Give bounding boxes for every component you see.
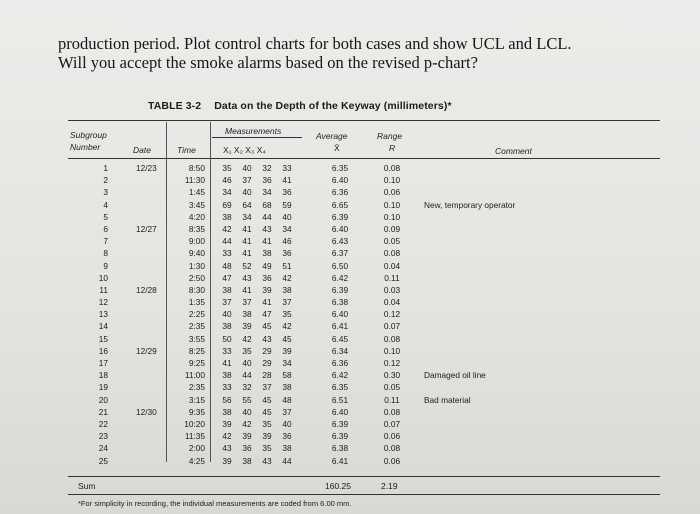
time-cell: 1:35 — [188, 297, 205, 308]
x2-cell: 40 — [242, 163, 252, 173]
comment-cell — [424, 406, 584, 418]
average-cell: 6.38 — [331, 443, 349, 454]
comment-cell — [424, 186, 584, 198]
subgroup-number-cell: 14 — [98, 321, 108, 332]
x1-cell: 50 — [222, 333, 232, 344]
x2-cell: 55 — [242, 394, 252, 405]
x4-cell: 40 — [282, 211, 292, 222]
x3-cell: 36 — [262, 175, 272, 186]
time-cell: 2:35 — [188, 321, 205, 332]
comment-cell — [424, 308, 584, 320]
intro-paragraph — [58, 34, 678, 72]
subgroup-number-cell: 13 — [98, 309, 108, 320]
x3-cell: 35 — [262, 418, 272, 429]
time-cell: 2:50 — [188, 272, 205, 283]
time-cell: 11:00 — [184, 370, 205, 381]
x1-cell: 33 — [222, 248, 232, 259]
range-cell: 0.08 — [383, 443, 401, 454]
x3-cell: 47 — [262, 309, 272, 320]
column-average — [325, 162, 355, 467]
x3-cell: 43 — [262, 333, 272, 344]
x2-cell: 41 — [242, 248, 252, 259]
comment-cell — [424, 418, 584, 430]
header-range-symbol: R — [389, 143, 396, 153]
subgroup-number-cell: 2 — [103, 175, 108, 186]
x4-cell: 37 — [282, 406, 292, 417]
x3-cell: 68 — [262, 199, 272, 210]
date-cell — [136, 174, 166, 186]
sum-label: Sum — [78, 481, 96, 491]
x3-cell: 34 — [262, 187, 272, 198]
x1-cell: 69 — [222, 199, 232, 210]
date-cell — [136, 211, 166, 223]
header-measurements: Measurements — [225, 126, 282, 136]
range-cell: 0.06 — [383, 187, 401, 198]
average-cell: 6.39 — [331, 284, 349, 295]
x4-cell: 46 — [282, 236, 292, 247]
subgroup-number-cell: 1 — [103, 163, 108, 173]
x4-cell: 35 — [282, 309, 292, 320]
x1-cell: 38 — [222, 284, 232, 295]
intro-line-2: Will you accept the smoke alarms based on the revised p-chart? — [58, 53, 478, 72]
comment-cell: New, temporary operator — [424, 199, 516, 210]
time-cell: 3:45 — [188, 199, 205, 210]
time-cell: 9:40 — [188, 248, 205, 259]
subgroup-number-cell: 19 — [98, 382, 108, 393]
x4-cell: 36 — [282, 187, 292, 198]
time-cell: 4:20 — [188, 211, 205, 222]
average-cell: 6.65 — [331, 199, 349, 210]
average-cell: 6.36 — [331, 187, 349, 198]
x3-cell: 43 — [262, 223, 272, 234]
range-cell: 0.06 — [383, 431, 401, 442]
x3-cell: 28 — [262, 370, 272, 381]
header-time: Time — [177, 145, 196, 155]
date-cell: 12/23 — [136, 163, 157, 173]
x2-cell: 41 — [242, 236, 252, 247]
header-subgroup-line1: Subgroup — [70, 130, 107, 140]
x4-cell: 37 — [282, 297, 292, 308]
table-bottom-rule — [68, 494, 660, 495]
average-cell: 6.34 — [331, 345, 349, 356]
column-date — [136, 162, 166, 467]
subgroup-number-cell: 6 — [103, 223, 108, 234]
average-cell: 6.42 — [331, 272, 349, 283]
x3-cell: 45 — [262, 321, 272, 332]
comment-cell — [424, 357, 584, 369]
comment-cell — [424, 174, 584, 186]
x3-cell: 45 — [262, 394, 272, 405]
average-cell: 6.35 — [331, 163, 349, 173]
x2-cell: 36 — [242, 443, 252, 454]
date-cell — [136, 235, 166, 247]
subgroup-number-cell: 5 — [103, 211, 108, 222]
range-cell: 0.10 — [383, 199, 401, 210]
x2-cell: 41 — [242, 284, 252, 295]
date-cell — [136, 333, 166, 345]
subgroup-number-cell: 16 — [98, 345, 108, 356]
date-cell — [136, 260, 166, 272]
date-cell — [136, 186, 166, 198]
subgroup-number-cell: 20 — [98, 394, 108, 405]
header-date: Date — [133, 145, 151, 155]
time-cell: 8:50 — [188, 163, 205, 173]
range-cell: 0.10 — [383, 211, 401, 222]
column-subgroup-number — [70, 162, 108, 467]
x3-cell: 44 — [262, 211, 272, 222]
date-cell: 12/29 — [136, 345, 157, 356]
subgroup-number-cell: 18 — [98, 370, 108, 381]
range-cell: 0.12 — [383, 309, 401, 320]
comment-cell — [424, 211, 584, 223]
date-cell — [136, 357, 166, 369]
average-cell: 6.35 — [331, 382, 349, 393]
x1-cell: 38 — [222, 406, 232, 417]
x4-cell: 39 — [282, 345, 292, 356]
subgroup-number-cell: 24 — [98, 443, 108, 454]
x4-cell: 42 — [282, 272, 292, 283]
x2-cell: 41 — [242, 223, 252, 234]
range-cell: 0.08 — [383, 248, 401, 259]
time-cell: 8:30 — [188, 284, 205, 295]
x2-cell: 40 — [242, 406, 252, 417]
x4-cell: 48 — [282, 394, 292, 405]
range-cell: 0.06 — [383, 455, 401, 466]
x3-cell: 36 — [262, 272, 272, 283]
range-cell: 0.30 — [383, 370, 401, 381]
x1-cell: 33 — [222, 382, 232, 393]
average-cell: 6.41 — [331, 321, 349, 332]
x3-cell: 29 — [262, 358, 272, 368]
comment-cell — [424, 455, 584, 467]
x2-cell: 39 — [242, 431, 252, 442]
x4-cell: 44 — [282, 455, 292, 466]
x1-cell: 38 — [222, 370, 232, 381]
subgroup-number-cell: 17 — [98, 358, 108, 368]
x4-cell: 38 — [282, 284, 292, 295]
x2-cell: 34 — [242, 211, 252, 222]
subgroup-number-cell: 11 — [99, 284, 108, 295]
time-cell: 1:30 — [188, 260, 205, 271]
average-cell: 6.51 — [331, 394, 349, 405]
x1-cell: 42 — [222, 223, 232, 234]
x1-cell: 33 — [222, 345, 232, 356]
x3-cell: 41 — [262, 297, 272, 308]
x2-cell: 38 — [242, 455, 252, 466]
table-footnote: *For simplicity in recording, the individual measurements are coded from 6.00 mm. — [78, 499, 352, 508]
x2-cell: 42 — [242, 333, 252, 344]
time-cell: 9:00 — [188, 236, 205, 247]
comment-cell — [424, 162, 584, 174]
date-cell: 12/28 — [136, 284, 157, 295]
x1-cell: 40 — [222, 309, 232, 320]
x1-cell: 39 — [222, 418, 232, 429]
table-header-rule — [68, 158, 660, 159]
subgroup-number-cell: 7 — [103, 236, 108, 247]
x3-cell: 39 — [262, 431, 272, 442]
separator-date — [166, 122, 167, 462]
x3-cell: 43 — [262, 455, 272, 466]
date-cell — [136, 394, 166, 406]
comment-cell — [424, 235, 584, 247]
x2-cell: 35 — [242, 345, 252, 356]
x3-cell: 39 — [262, 284, 272, 295]
x1-cell: 41 — [222, 358, 232, 368]
header-average: Average — [316, 131, 348, 141]
x4-cell: 45 — [282, 333, 292, 344]
range-cell: 0.10 — [383, 175, 401, 186]
average-cell: 6.37 — [331, 248, 349, 259]
x1-cell: 37 — [222, 297, 232, 308]
x4-cell: 41 — [282, 175, 292, 186]
subgroup-number-cell: 8 — [103, 248, 108, 259]
comment-cell — [424, 247, 584, 259]
column-time — [172, 162, 205, 467]
subgroup-number-cell: 21 — [98, 406, 108, 417]
x1-cell: 48 — [222, 260, 232, 271]
time-cell: 3:55 — [188, 333, 205, 344]
x4-cell: 34 — [282, 223, 292, 234]
average-cell: 6.39 — [331, 431, 349, 442]
range-cell: 0.05 — [383, 236, 401, 247]
measurements-underline — [212, 137, 302, 138]
comment-cell: Bad material — [424, 394, 471, 405]
comment-cell — [424, 320, 584, 332]
x2-cell: 40 — [242, 187, 252, 198]
date-cell — [136, 455, 166, 467]
average-cell: 6.43 — [331, 236, 349, 247]
x3-cell: 32 — [262, 163, 272, 173]
time-cell: 11:35 — [184, 431, 205, 442]
range-cell: 0.09 — [383, 223, 401, 234]
x2-cell: 44 — [242, 370, 252, 381]
x4-cell: 38 — [282, 443, 292, 454]
x4-cell: 33 — [282, 163, 292, 173]
x3-cell: 37 — [262, 382, 272, 393]
x2-cell: 40 — [242, 358, 252, 368]
average-cell: 6.45 — [331, 333, 349, 344]
column-x2 — [238, 162, 256, 467]
table-title: Data on the Depth of the Keyway (millimeters)* — [214, 100, 452, 112]
x2-cell: 37 — [242, 297, 252, 308]
date-cell — [136, 296, 166, 308]
x3-cell: 38 — [262, 248, 272, 259]
x3-cell: 41 — [262, 236, 272, 247]
comment-cell — [424, 381, 584, 393]
average-cell: 6.40 — [331, 406, 349, 417]
average-cell: 6.40 — [331, 175, 349, 186]
time-cell: 2:35 — [188, 382, 205, 393]
average-cell: 6.38 — [331, 297, 349, 308]
comment-cell — [424, 284, 584, 296]
comment-cell — [424, 260, 584, 272]
x1-cell: 38 — [222, 211, 232, 222]
comment-cell: Damaged oil line — [424, 370, 486, 381]
comment-cell — [424, 442, 584, 454]
range-cell: 0.12 — [383, 358, 401, 368]
range-cell: 0.11 — [384, 394, 400, 405]
range-cell: 0.07 — [383, 418, 401, 429]
range-cell: 0.08 — [383, 163, 401, 173]
range-cell: 0.10 — [383, 345, 401, 356]
range-cell: 0.07 — [383, 321, 401, 332]
separator-time — [210, 122, 211, 462]
x3-cell: 45 — [262, 406, 272, 417]
x4-cell: 40 — [282, 418, 292, 429]
average-cell: 6.36 — [331, 358, 349, 368]
subgroup-number-cell: 12 — [98, 297, 108, 308]
x2-cell: 39 — [242, 321, 252, 332]
column-range — [377, 162, 407, 467]
date-cell — [136, 308, 166, 320]
range-cell: 0.11 — [384, 272, 400, 283]
header-range: Range — [377, 131, 403, 141]
comment-cell — [424, 345, 584, 357]
comment-cell — [424, 333, 584, 345]
subgroup-number-cell: 23 — [98, 431, 108, 442]
table-top-rule — [68, 120, 660, 121]
time-cell: 3:15 — [188, 394, 205, 405]
date-cell — [136, 320, 166, 332]
average-cell: 6.39 — [331, 211, 349, 222]
subgroup-number-cell: 25 — [98, 455, 108, 466]
date-cell: 12/27 — [136, 223, 157, 234]
x1-cell: 44 — [222, 236, 232, 247]
column-comment — [424, 162, 584, 467]
average-cell: 6.39 — [331, 418, 349, 429]
time-cell: 9:35 — [188, 406, 205, 417]
comment-cell — [424, 272, 584, 284]
column-x4 — [278, 162, 296, 467]
time-cell: 2:25 — [188, 309, 205, 320]
table-number: TABLE 3-2 — [148, 100, 202, 112]
x1-cell: 56 — [222, 394, 232, 405]
x1-cell: 47 — [222, 272, 232, 283]
range-cell: 0.04 — [383, 297, 401, 308]
subgroup-number-cell: 22 — [98, 418, 108, 429]
date-cell — [136, 381, 166, 393]
x2-cell: 37 — [242, 175, 252, 186]
comment-cell — [424, 223, 584, 235]
column-x3 — [258, 162, 276, 467]
average-cell: 6.50 — [331, 260, 349, 271]
x4-cell: 58 — [282, 370, 292, 381]
average-cell: 6.40 — [331, 309, 349, 320]
header-subgroup-line2: Number — [70, 142, 101, 152]
x2-cell: 64 — [242, 199, 252, 210]
header-average-symbol: X̄ — [334, 143, 340, 153]
date-cell — [136, 430, 166, 442]
range-cell: 0.08 — [383, 406, 401, 417]
x1-cell: 39 — [222, 455, 232, 466]
x2-cell: 43 — [242, 272, 252, 283]
x1-cell: 42 — [222, 431, 232, 442]
subgroup-number-cell: 4 — [103, 199, 108, 210]
sum-range: 2.19 — [381, 481, 398, 491]
subgroup-number-cell: 9 — [103, 260, 108, 271]
x1-cell: 43 — [222, 443, 232, 454]
x1-cell: 46 — [222, 175, 232, 186]
sum-average: 160.25 — [325, 481, 351, 491]
subgroup-number-cell: 10 — [98, 272, 108, 283]
x3-cell: 29 — [262, 345, 272, 356]
comment-cell — [424, 430, 584, 442]
x4-cell: 59 — [282, 199, 292, 210]
time-cell: 11:30 — [184, 175, 205, 186]
date-cell — [136, 442, 166, 454]
date-cell — [136, 369, 166, 381]
range-cell: 0.05 — [383, 382, 401, 393]
table-caption — [148, 100, 452, 112]
header-comment: Comment — [495, 146, 532, 156]
average-cell: 6.40 — [331, 223, 349, 234]
x2-cell: 52 — [242, 260, 252, 271]
time-cell: 9:25 — [188, 358, 205, 368]
x1-cell: 38 — [222, 321, 232, 332]
x2-cell: 42 — [242, 418, 252, 429]
time-cell: 10:20 — [184, 418, 205, 429]
date-cell: 12/30 — [136, 406, 157, 417]
column-x1 — [218, 162, 236, 467]
x3-cell: 35 — [262, 443, 272, 454]
x2-cell: 32 — [242, 382, 252, 393]
time-cell: 4:25 — [188, 455, 205, 466]
subgroup-number-cell: 3 — [103, 187, 108, 198]
x4-cell: 36 — [282, 248, 292, 259]
subgroup-number-cell: 15 — [98, 333, 108, 344]
x4-cell: 38 — [282, 382, 292, 393]
x2-cell: 38 — [242, 309, 252, 320]
x4-cell: 42 — [282, 321, 292, 332]
x4-cell: 34 — [282, 358, 292, 368]
date-cell — [136, 272, 166, 284]
average-cell: 6.42 — [331, 370, 349, 381]
x1-cell: 34 — [222, 187, 232, 198]
range-cell: 0.04 — [383, 260, 401, 271]
header-measure-cols: X₁ X₂ X₃ X₄ — [223, 145, 266, 155]
x3-cell: 49 — [262, 260, 272, 271]
time-cell: 2:00 — [188, 443, 205, 454]
x4-cell: 36 — [282, 431, 292, 442]
table-sum-rule — [68, 476, 660, 477]
time-cell: 1:45 — [188, 187, 205, 198]
time-cell: 8:25 — [188, 345, 205, 356]
time-cell: 8:35 — [188, 223, 205, 234]
x4-cell: 51 — [282, 260, 292, 271]
range-cell: 0.08 — [383, 333, 401, 344]
date-cell — [136, 418, 166, 430]
comment-cell — [424, 296, 584, 308]
x1-cell: 35 — [222, 163, 232, 173]
date-cell — [136, 199, 166, 211]
range-cell: 0.03 — [383, 284, 401, 295]
average-cell: 6.41 — [331, 455, 349, 466]
intro-line-1: production period. Plot control charts for both cases and show UCL and LCL. — [58, 34, 572, 53]
date-cell — [136, 247, 166, 259]
